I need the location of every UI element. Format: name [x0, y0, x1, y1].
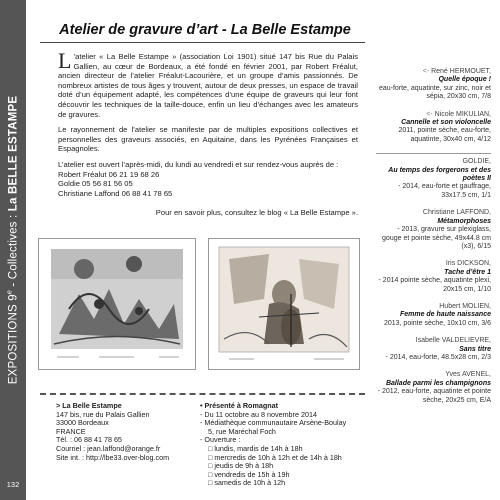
caption-item: <- René HERMOUET, Quelle époque ! eau-forte, aquatinte, sur zinc, noir et sépia, 20x30 cm, 7/8: [378, 68, 491, 101]
engraving-hermouet-drawing: [39, 239, 195, 369]
section-divider: [40, 393, 365, 395]
section-label: EXPOSITIONS 9e - Collectives : La BELLE ESTAMPE: [6, 95, 20, 385]
title-rule: [40, 42, 365, 43]
page-title: Atelier de gravure d’art - La Belle Estampe: [59, 22, 351, 38]
caption-item: Isabelle VALDELIEVRE, Sans titre - 2014, eau-forte, 48.5x28 cm, 2/3: [385, 337, 491, 361]
caption-separator: [376, 153, 491, 154]
email-link[interactable]: Courriel : jean.laffond@orange.fr: [56, 443, 161, 453]
intro-paragraph: L ’atelier « La Belle Estampe » (association Loi 1901) situé 147 bis Rue du Palais Gallien, au cœur de Bordeaux, a été fondé en février 2001, par Robert Fréalut, ancien directeur de l’atelier Fréalut-Lacourière, et un groupe d’amis passionnés. De nombreux artistes de tous âges y trouvent, autour de deux presses, un espace de travail doté d’un équipement adapté, les compétences d’une équipe de graveurs qui leur font découvrir les techniques de la taille-douce, enfin un lieu d’échanges avec les amateurs de gravures.: [58, 48, 358, 119]
caption-item: <- Nicole MIKULIAN, Cannelle et son violoncelle 2011, pointe sèche, eau-forte, aquatinte, 30x40 cm, 4/12: [398, 110, 491, 143]
address-block: > La Belle Estampe 147 bis, rue du Palais Gallien 33000 Bordeaux FRANCE Tél. : 06 88 41 78 65 Courriel : jean.laffond@orange.fr Site int. : http://lbe33.over-blog.com: [56, 402, 196, 462]
sidebar-band: [0, 0, 26, 500]
page-number: 132: [6, 480, 20, 489]
caption-item: Hubert MOLIEN, Femme de haute naissance 2013, pointe sèche, 10x10 cm, 3/6: [383, 302, 491, 327]
engraving-image-hermouet: [38, 238, 196, 370]
engraving-mikulian-drawing: [209, 239, 359, 369]
caption-item: GOLDIE, Au temps des forgerons et des poètes II - 2014, eau-forte et gauffrage, 33x17.5 cm, 1/1: [388, 158, 491, 199]
caption-column: [376, 68, 491, 414]
caption-item: Iris DICKSON, Tache d’être 1 - 2014 pointe sèche, aquatinte plexi, 20x15 cm, 1/10: [378, 260, 491, 293]
outreach-paragraph: Le rayonnement de l’atelier se manifeste par de multiples expositions collectives et personnelles des graveurs associés, en Aquitaine, dans les Pyrénées Françaises et Espagnoles.: [58, 125, 358, 154]
drop-cap: L: [58, 48, 72, 73]
blog-line: Pour en savoir plus, consultez le blog « La Belle Estampe ».: [155, 208, 358, 217]
website-link[interactable]: Site int. : http://lbe33.over-blog.com: [56, 452, 170, 462]
article-body: [58, 48, 358, 198]
opening-info: L’atelier est ouvert l’après-midi, du lundi au vendredi et sur rendez-vous auprès de : Robert Fréalut 06 21 19 68 26 Goldie 05 56 81 56 05 Christiane Laffond 06 88 41 78 65: [58, 159, 339, 198]
event-block: • Présenté à Romagnat - Du 11 octobre au 8 novembre 2014 - Médiathèque communautaire Arsène-Boulay 5, rue Maréchal Foch - Ouverture : □ lundis, mardis de 14h à 18h □ mercredis de 10h à 12h et de 14h à 18h □ jeudis de 9h à 18h □ vendredis de 15h à 19h □ samedis de 10h à 12h: [200, 401, 347, 488]
caption-item: Yves AVENEL, Ballade parmi les champignons - 2012, eau-forte, aquatinte et pointe sèche, 20x25 cm, E/A: [377, 371, 491, 404]
engraving-image-mikulian: [208, 238, 360, 370]
caption-item: Christiane LAFFOND, Métamorphoses - 2013, gravure sur plexiglass, gouge et pointe sèche, 49x44.8 cm (x3), 6/15: [382, 209, 491, 250]
